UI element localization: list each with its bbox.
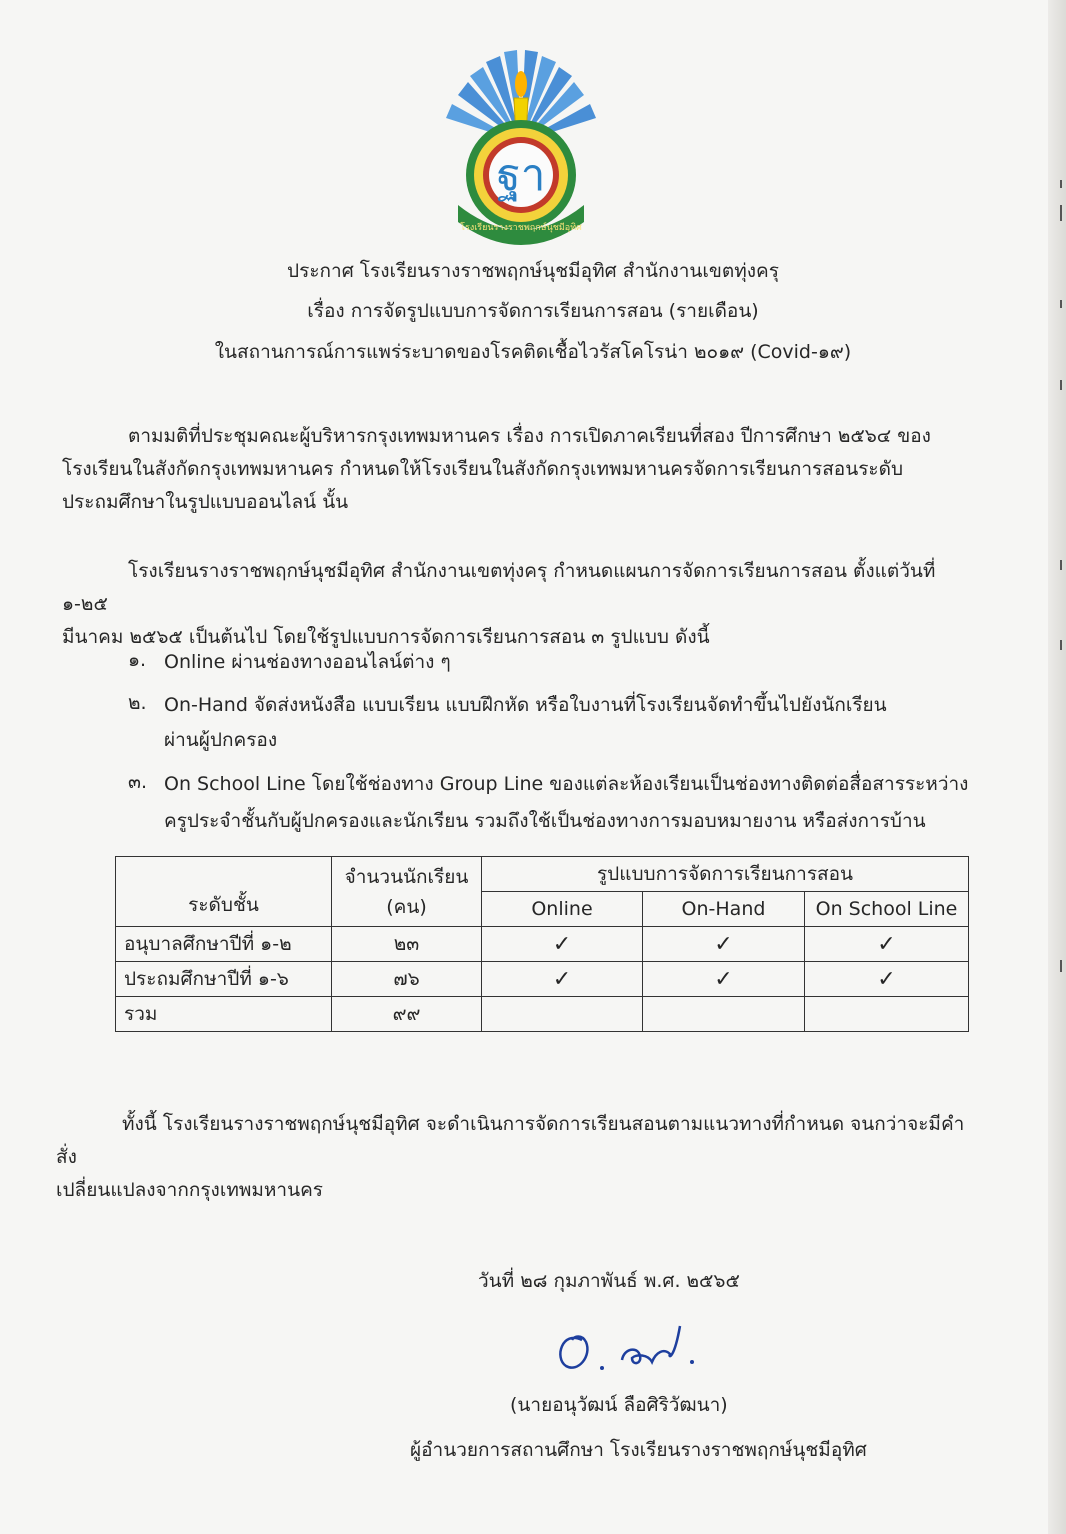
check-icon: ✓ (482, 927, 643, 962)
header-line-1: ประกาศ โรงเรียนรางราชพฤกษ์นุชมีอุทิศ สำนักงานเขตทุ่งครุ (287, 260, 779, 282)
cell-level: รวม (116, 997, 332, 1032)
signatory-name: (นายอนุวัฒน์ ลือศิริวัฒนา) (510, 1394, 728, 1416)
header-onschool: On School Line (805, 892, 969, 927)
paragraph-2 (62, 555, 982, 654)
header-teaching-modes: รูปแบบการจัดการเรียนการสอน (482, 857, 969, 892)
check-icon: ✓ (805, 927, 969, 962)
header-online: Online (482, 892, 643, 927)
paragraph-3-line-2: เปลี่ยนแปลงจากกรุงเทพมหานคร (56, 1179, 324, 1201)
header-onhand: On-Hand (643, 892, 805, 927)
cell-onhand (643, 997, 805, 1032)
check-icon: ✓ (643, 927, 805, 962)
header-line-2: เรื่อง การจัดรูปแบบการจัดการเรียนการสอน (รายเดือน) (307, 300, 759, 322)
list-text: On School Line โดยใช้ช่องทาง Group Line ของแต่ละห้องเรียนเป็นช่องทางติดต่อสื่อสารระหว่าง (164, 773, 969, 795)
list-number: ๓. (128, 771, 148, 793)
paragraph-1-line-2: โรงเรียนในสังกัดกรุงเทพมหานคร กำหนดให้โรงเรียนในสังกัดกรุงเทพมหานครจัดการเรียนการสอนระดับ (62, 458, 904, 480)
list-text-cont: ผ่านผู้ปกครอง (164, 729, 278, 751)
header-line-3: ในสถานการณ์การแพร่ระบาดของโรคติดเชื้อไวรัสโคโรน่า ๒๐๑๙ (Covid-๑๙) (214, 341, 852, 363)
list-number: ๒. (128, 692, 147, 714)
paragraph-1 (62, 420, 982, 519)
logo-text: โรงเรียนรางราชพฤกษ์นุชมีอุทิศ (460, 223, 582, 233)
cell-online (482, 997, 643, 1032)
cell-count: ๗๖ (332, 962, 482, 997)
cell-count: ๙๙ (332, 997, 482, 1032)
signatory-position: ผู้อำนวยการสถานศึกษา โรงเรียนรางราชพฤกษ์นุชมีอุทิศ (410, 1439, 867, 1461)
paragraph-1-line-3: ประถมศึกษาในรูปแบบออนไลน์ นั้น (62, 491, 349, 513)
cell-level: ประถมศึกษาปีที่ ๑-๖ (116, 962, 332, 997)
paragraph-1-line-1: ตามมติที่ประชุมคณะผู้บริหารกรุงเทพมหานคร เรื่อง การเปิดภาคเรียนที่สอง ปีการศึกษา ๒๕๖๔ ของ (128, 425, 931, 447)
teaching-mode-table (115, 856, 969, 1032)
header-count-line-1: จำนวนนักเรียน (344, 865, 469, 888)
school-emblem-icon (438, 40, 604, 245)
paragraph-2-line-1: โรงเรียนรางราชพฤกษ์นุชมีอุทิศ สำนักงานเขตทุ่งครุ กำหนดแผนการจัดการเรียนการสอน ตั้งแต่วันที่ ๑-๒๕ (62, 560, 936, 615)
paragraph-2-line-2: มีนาคม ๒๕๖๕ เป็นต้นไป โดยใช้รูปแบบการจัดการเรียนการสอน ๓ รูปแบบ ดังนี้ (62, 626, 710, 648)
svg-text:ฐา: ฐา (496, 150, 546, 201)
check-icon: ✓ (643, 962, 805, 997)
signature-icon (552, 1318, 712, 1378)
check-icon: ✓ (482, 962, 643, 997)
page-edge (1048, 0, 1066, 1534)
paragraph-3-line-1: ทั้งนี้ โรงเรียนรางราชพฤกษ์นุชมีอุทิศ จะดำเนินการจัดการเรียนสอนตามแนวทางที่กำหนด จนกว่าจะมีคำสั่ง (56, 1113, 965, 1168)
check-icon: ✓ (805, 962, 969, 997)
list-number: ๑. (128, 649, 147, 671)
list-text: On-Hand จัดส่งหนังสือ แบบเรียน แบบฝึกหัด หรือใบงานที่โรงเรียนจัดทำขึ้นไปยังนักเรียน (164, 694, 887, 716)
header-student-count (332, 857, 482, 927)
header-count-line-2: (คน) (386, 895, 427, 918)
cell-onschool (805, 997, 969, 1032)
list-text: Online ผ่านช่องทางออนไลน์ต่าง ๆ (164, 651, 451, 673)
paragraph-3 (56, 1108, 982, 1207)
header-level: ระดับชั้น (116, 857, 332, 927)
announcement-date: วันที่ ๒๘ กุมภาพันธ์ พ.ศ. ๒๕๖๕ (478, 1270, 740, 1292)
table-row (116, 927, 969, 962)
table-row (116, 962, 969, 997)
list-text-cont: ครูประจำชั้นกับผู้ปกครองและนักเรียน รวมถึงใช้เป็นช่องทางการมอบหมายงาน หรือส่งการบ้าน (164, 810, 926, 832)
cell-count: ๒๓ (332, 927, 482, 962)
cell-level: อนุบาลศึกษาปีที่ ๑-๒ (116, 927, 332, 962)
table-row-total (116, 997, 969, 1032)
